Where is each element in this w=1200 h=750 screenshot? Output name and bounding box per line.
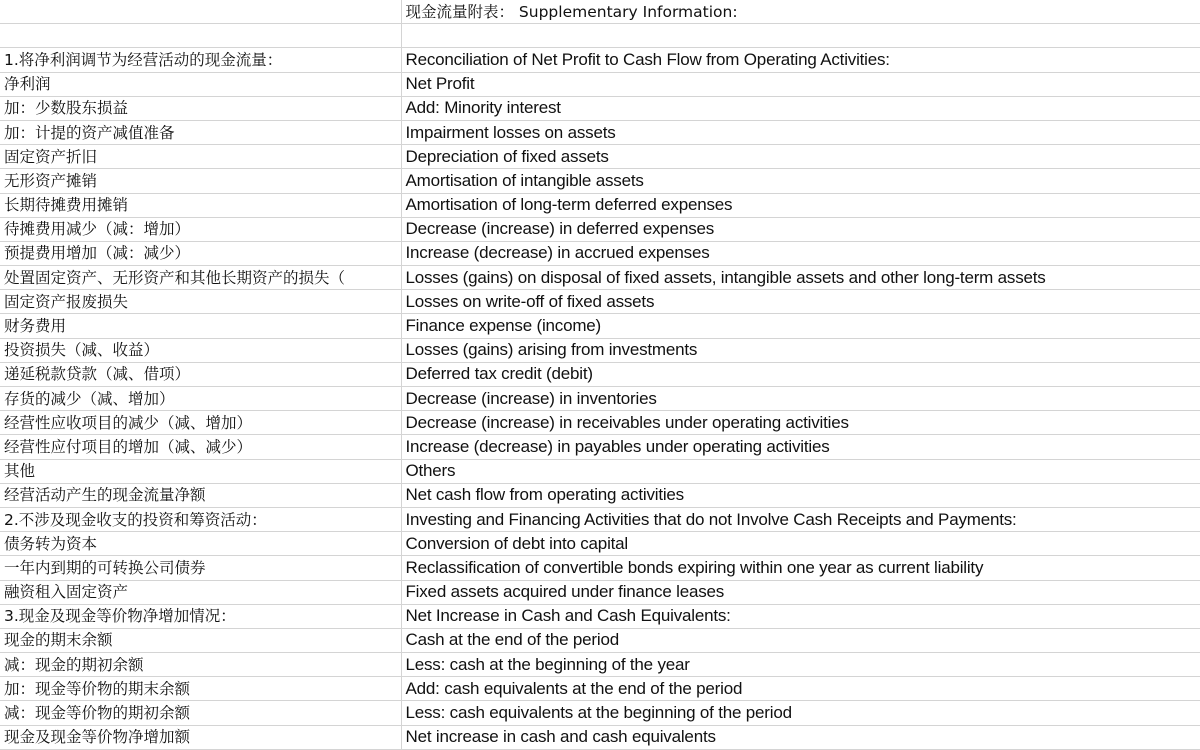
table-row	[0, 483, 1200, 507]
table-row	[0, 72, 1200, 96]
blank-row	[0, 24, 1200, 48]
cell-english-label[interactable]: Decrease (increase) in inventories	[401, 387, 1200, 411]
table-row	[0, 628, 1200, 652]
cell-english-label[interactable]: Net Profit	[401, 72, 1200, 96]
cell-empty[interactable]	[401, 24, 1200, 48]
table-row	[0, 435, 1200, 459]
cell-chinese-label[interactable]: 一年内到期的可转换公司债券	[0, 556, 401, 580]
table-row	[0, 169, 1200, 193]
cell-english-label[interactable]: Amortisation of intangible assets	[401, 169, 1200, 193]
cell-english-label[interactable]: Less: cash at the beginning of the year	[401, 653, 1200, 677]
cell-english-label[interactable]: Finance expense (income)	[401, 314, 1200, 338]
cell-english-label[interactable]: Increase (decrease) in accrued expenses	[401, 241, 1200, 265]
cell-chinese-label[interactable]: 投资损失（减、收益）	[0, 338, 401, 362]
table-row	[0, 532, 1200, 556]
cell-english-label[interactable]: Impairment losses on assets	[401, 120, 1200, 144]
cell-empty[interactable]	[0, 0, 401, 24]
cell-chinese-label[interactable]: 现金及现金等价物净增加额	[0, 725, 401, 749]
cell-english-label[interactable]: Conversion of debt into capital	[401, 532, 1200, 556]
table-row	[0, 411, 1200, 435]
cell-english-label[interactable]: Cash at the end of the period	[401, 628, 1200, 652]
cell-chinese-label[interactable]: 处置固定资产、无形资产和其他长期资产的损失（	[0, 266, 401, 290]
cell-english-label[interactable]: Fixed assets acquired under finance leases	[401, 580, 1200, 604]
table-row	[0, 507, 1200, 531]
cell-chinese-label[interactable]: 存货的减少（减、增加）	[0, 387, 401, 411]
cell-english-label[interactable]: Decrease (increase) in receivables under operating activities	[401, 411, 1200, 435]
cell-chinese-label[interactable]: 融资租入固定资产	[0, 580, 401, 604]
table-row	[0, 290, 1200, 314]
cell-chinese-label[interactable]: 无形资产摊销	[0, 169, 401, 193]
cell-english-label[interactable]: Add: Minority interest	[401, 96, 1200, 120]
cell-english-label[interactable]: Net Increase in Cash and Cash Equivalents:	[401, 604, 1200, 628]
cell-english-label[interactable]: Losses (gains) arising from investments	[401, 338, 1200, 362]
cell-english-label[interactable]: Depreciation of fixed assets	[401, 145, 1200, 169]
cell-chinese-label[interactable]: 减：现金的期初余额	[0, 653, 401, 677]
table-row	[0, 266, 1200, 290]
cell-english-label[interactable]: Deferred tax credit (debit)	[401, 362, 1200, 386]
table-row	[0, 556, 1200, 580]
table-row	[0, 96, 1200, 120]
cell-chinese-label[interactable]: 2.不涉及现金收支的投资和筹资活动：	[0, 507, 401, 531]
cell-english-label[interactable]: Losses (gains) on disposal of fixed assets, intangible assets and other long-term assets	[401, 266, 1200, 290]
cell-english-label[interactable]: Losses on write-off of fixed assets	[401, 290, 1200, 314]
cell-english-label[interactable]: Net cash flow from operating activities	[401, 483, 1200, 507]
cell-english-label[interactable]: Reclassification of convertible bonds expiring within one year as current liability	[401, 556, 1200, 580]
table-row	[0, 604, 1200, 628]
cell-english-label[interactable]: Increase (decrease) in payables under operating activities	[401, 435, 1200, 459]
cell-chinese-label[interactable]: 经营性应付项目的增加（减、减少）	[0, 435, 401, 459]
table-row	[0, 362, 1200, 386]
table-row	[0, 677, 1200, 701]
table-row	[0, 725, 1200, 749]
cell-english-label[interactable]: Decrease (increase) in deferred expenses	[401, 217, 1200, 241]
table-row	[0, 48, 1200, 72]
table-row	[0, 580, 1200, 604]
cell-chinese-label[interactable]: 债务转为资本	[0, 532, 401, 556]
header-row	[0, 0, 1200, 24]
cell-chinese-label[interactable]: 减：现金等价物的期初余额	[0, 701, 401, 725]
cell-chinese-label[interactable]: 加：现金等价物的期末余额	[0, 677, 401, 701]
table-row	[0, 653, 1200, 677]
cell-chinese-label[interactable]: 现金的期末余额	[0, 628, 401, 652]
table-row	[0, 314, 1200, 338]
table-row	[0, 193, 1200, 217]
table-row	[0, 387, 1200, 411]
table-row	[0, 217, 1200, 241]
cell-chinese-label[interactable]: 财务费用	[0, 314, 401, 338]
cell-english-label[interactable]: Add: cash equivalents at the end of the period	[401, 677, 1200, 701]
cell-chinese-label[interactable]: 3.现金及现金等价物净增加情况：	[0, 604, 401, 628]
cell-english-label[interactable]: Reconciliation of Net Profit to Cash Flow from Operating Activities:	[401, 48, 1200, 72]
cell-chinese-label[interactable]: 其他	[0, 459, 401, 483]
cell-chinese-label[interactable]: 加：计提的资产减值准备	[0, 120, 401, 144]
cell-english-label[interactable]: Others	[401, 459, 1200, 483]
cell-empty[interactable]	[0, 24, 401, 48]
cell-english-label[interactable]: Net increase in cash and cash equivalents	[401, 725, 1200, 749]
cell-chinese-label[interactable]: 长期待摊费用摊销	[0, 193, 401, 217]
cell-english-label[interactable]: Investing and Financing Activities that do not Involve Cash Receipts and Payments:	[401, 507, 1200, 531]
cell-chinese-label[interactable]: 预提费用增加（减：减少）	[0, 241, 401, 265]
cell-chinese-label[interactable]: 待摊费用减少（减：增加）	[0, 217, 401, 241]
table-row	[0, 459, 1200, 483]
table-row	[0, 701, 1200, 725]
cell-chinese-label[interactable]: 固定资产报废损失	[0, 290, 401, 314]
table-row	[0, 145, 1200, 169]
cell-english-label[interactable]: Less: cash equivalents at the beginning of the period	[401, 701, 1200, 725]
cell-english-label[interactable]: Amortisation of long-term deferred expenses	[401, 193, 1200, 217]
cell-chinese-label[interactable]: 加：少数股东损益	[0, 96, 401, 120]
cell-chinese-label[interactable]: 经营性应收项目的减少（减、增加）	[0, 411, 401, 435]
table-row	[0, 338, 1200, 362]
cell-chinese-label[interactable]: 递延税款贷款（减、借项）	[0, 362, 401, 386]
cell-chinese-label[interactable]: 1.将净利润调节为经营活动的现金流量：	[0, 48, 401, 72]
cell-chinese-label[interactable]: 净利润	[0, 72, 401, 96]
table-row	[0, 241, 1200, 265]
table-row	[0, 120, 1200, 144]
cell-chinese-label[interactable]: 固定资产折旧	[0, 145, 401, 169]
cell-chinese-label[interactable]: 经营活动产生的现金流量净额	[0, 483, 401, 507]
header-title-cell[interactable]: 现金流量附表： Supplementary Information:	[401, 0, 1200, 24]
